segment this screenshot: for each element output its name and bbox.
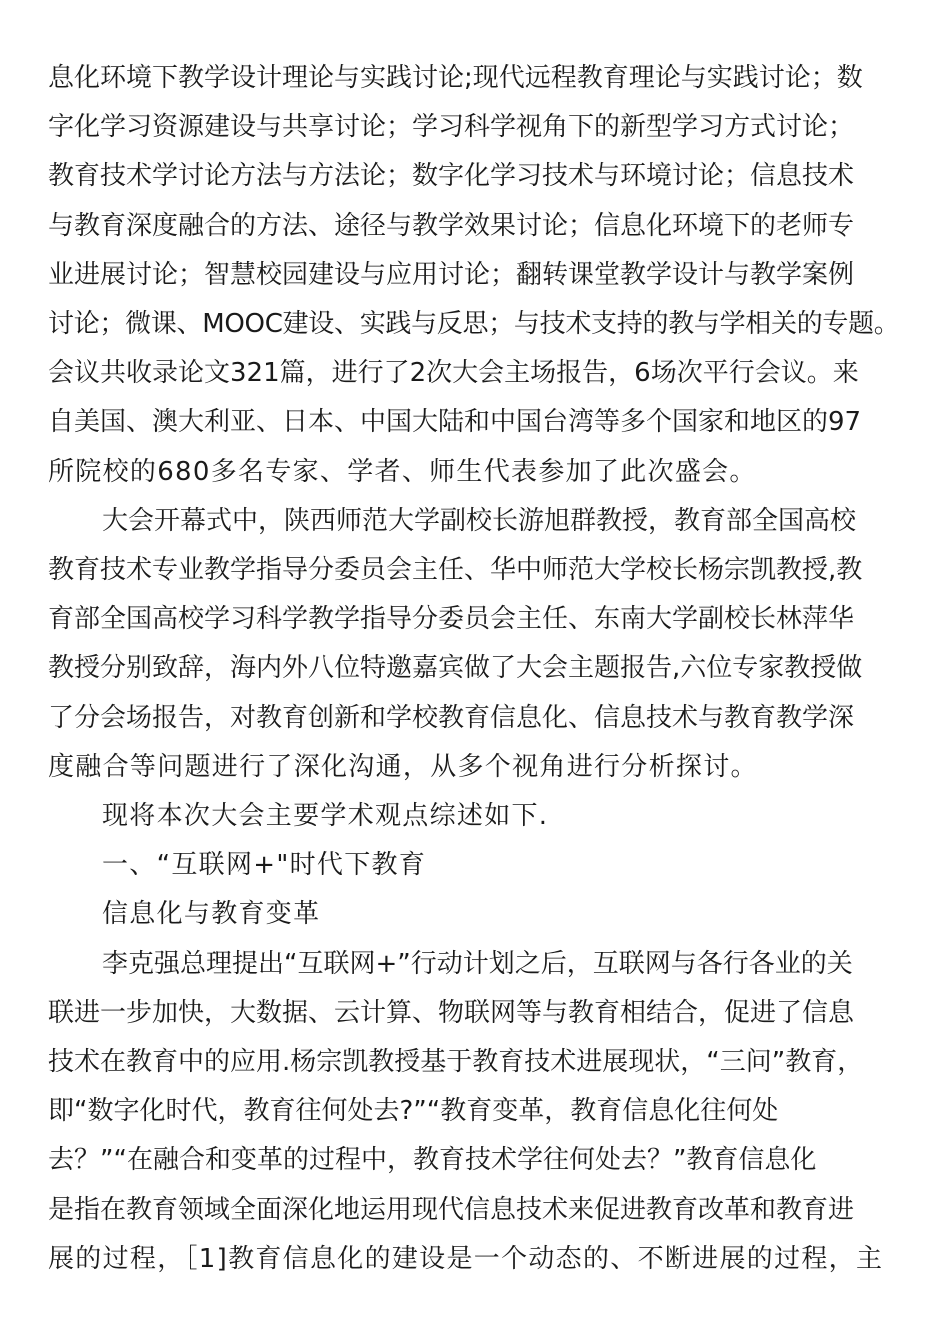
text-line: 去？”“在融合和变革的过程中，教育技术学往何处去？”教育信息化 [48, 1145, 817, 1176]
text-line: 展的过程，［1]教育信息化的建设是一个动态的、不断进展的过程，主 [48, 1243, 884, 1274]
paragraph-p1 [48, 54, 900, 497]
text-line: 一、“互联网+"时代下教育 [102, 850, 427, 881]
text-line: 现将本次大会主要学术观点综述如下. [102, 801, 549, 832]
text-line: 联进一步加快，大数据、云计算、物联网等与教育相结合，促进了信息 [48, 997, 855, 1028]
text-line: 是指在教育领域全面深化地运用现代信息技术来促进教育改革和教育进 [48, 1194, 855, 1225]
text-line: 技术在教育中的应用.杨宗凯教授基于教育技术进展现状，“三问”教育， [48, 1047, 864, 1078]
text-line: 教授分别致辞，海内外八位特邀嘉宾做了大会主题报告,六位专家教授做 [48, 653, 863, 684]
text-line: 度融合等问题进行了深化沟通，从多个视角进行分析探讨。 [48, 751, 758, 782]
text-line: 大会开幕式中，陕西师范大学副校长游旭群教授，教育部全国高校 [102, 505, 857, 536]
text-line: 业进展讨论；智慧校园建设与应用讨论；翻转课堂教学设计与教学案例 [48, 259, 855, 290]
paragraph-p3 [48, 792, 900, 841]
paragraph-p6 [48, 940, 900, 1284]
text-line: 了分会场报告，对教育创新和学校教育信息化、信息技术与教育教学深 [48, 702, 855, 733]
text-line: 自美国、澳大利亚、日本、中国大陆和中国台湾等多个国家和地区的97 [48, 407, 862, 438]
paragraph-p5 [48, 890, 900, 939]
text-line: 与教育深度融合的方法、途径与教学效果讨论；信息化环境下的老师专 [48, 210, 855, 241]
document-body [48, 54, 900, 1284]
text-line: 息化环境下教学设计理论与实践讨论;现代远程教育理论与实践讨论；数 [48, 63, 863, 93]
text-line: 教育技术专业教学指导分委员会主任、华中师范大学校长杨宗凯教授,教 [48, 555, 863, 586]
paragraph-p4 [48, 841, 900, 890]
text-line: 讨论；微课、MOOC建设、实践与反思；与技术支持的教与学相关的专题。 [48, 309, 900, 340]
paragraph-p2 [48, 497, 900, 792]
text-line: 会议共收录论文321篇，进行了2次大会主场报告，6场次平行会议。来 [48, 358, 859, 389]
text-line: 即“数字化时代，教育往何处去?”“教育变革，教育信息化往何处 [48, 1096, 779, 1127]
text-line: 教育技术学讨论方法与方法论；数字化学习技术与环境讨论；信息技术 [48, 161, 855, 192]
text-line: 李克强总理提出“互联网+”行动计划之后，互联网与各行各业的关 [102, 948, 853, 979]
text-line: 育部全国高校学习科学教学指导分委员会主任、东南大学副校长林萍华 [48, 604, 855, 635]
text-line: 字化学习资源建设与共享讨论；学习科学视角下的新型学习方式讨论； [48, 112, 855, 143]
text-line: 信息化与教育变革 [102, 899, 321, 930]
text-line: 所院校的680多名专家、学者、师生代表参加了此次盛会。 [48, 456, 757, 487]
